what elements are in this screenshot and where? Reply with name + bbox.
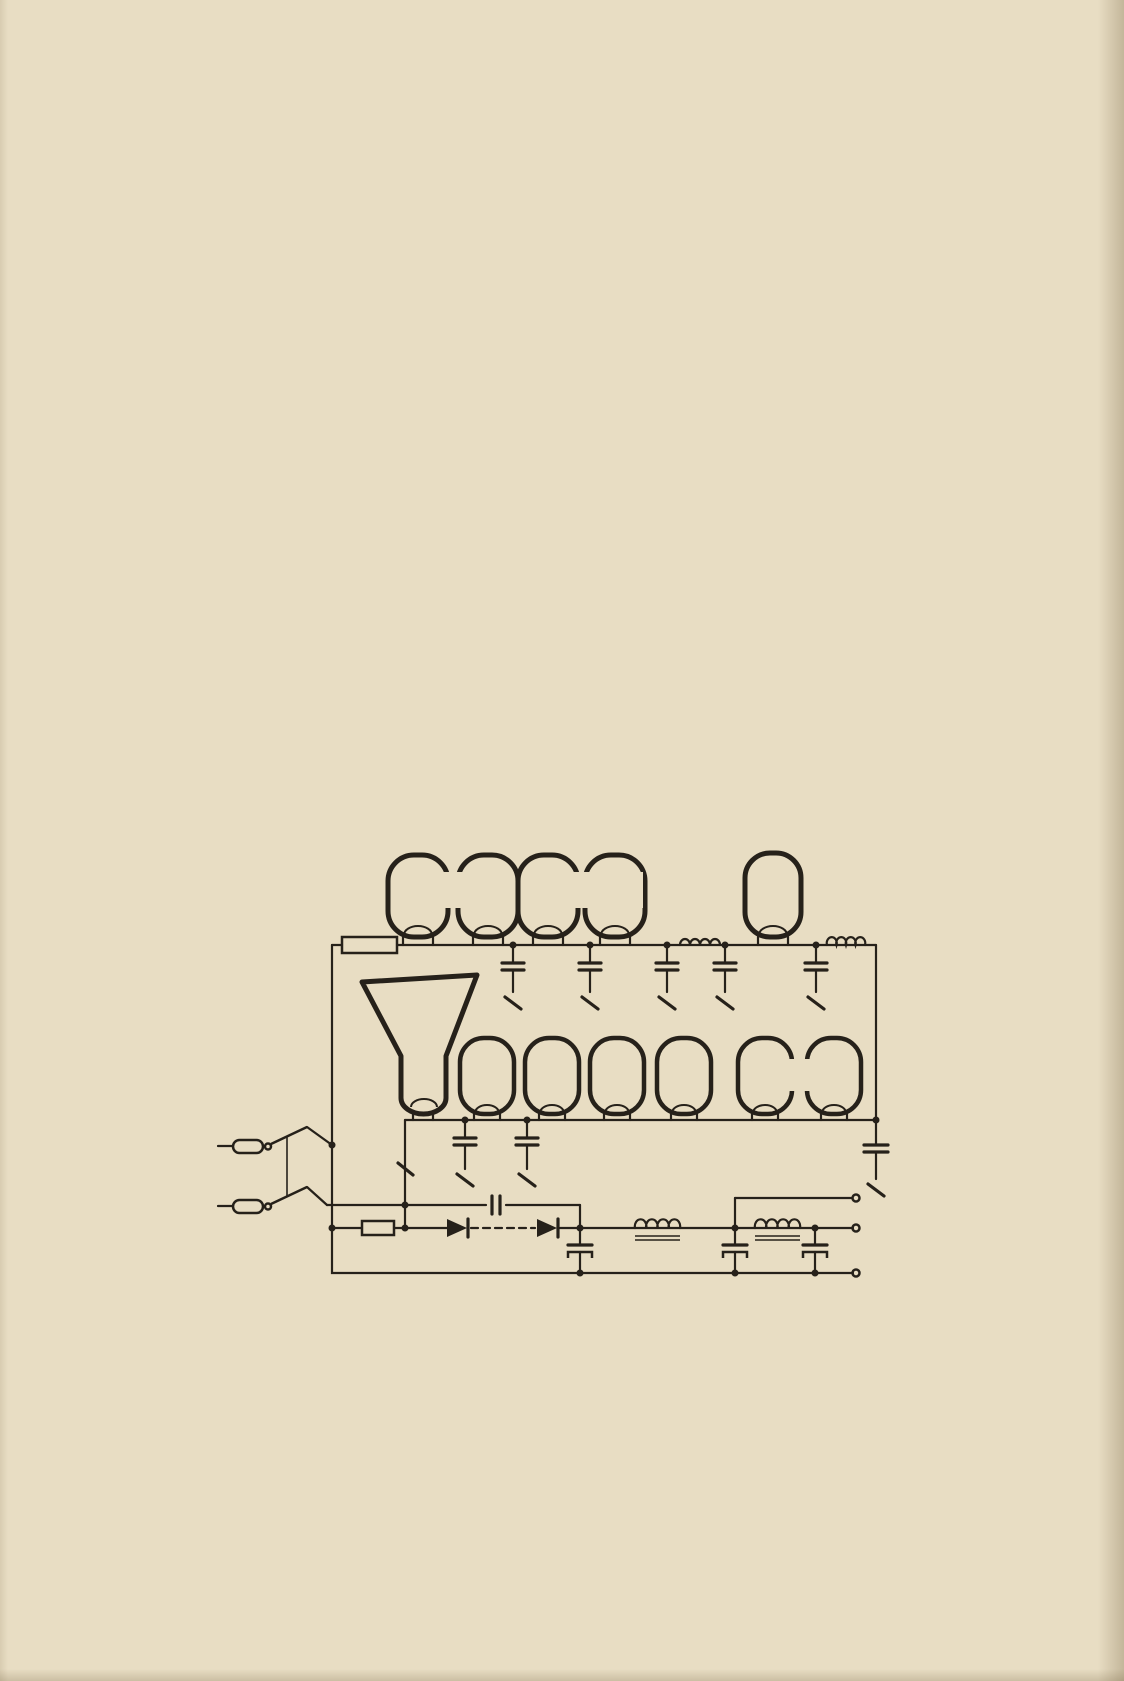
tube-base bbox=[601, 926, 629, 935]
mains-plug bbox=[218, 1140, 271, 1213]
label-background bbox=[745, 1059, 855, 1091]
filter-choke bbox=[635, 1219, 680, 1240]
resistor-10ohm bbox=[362, 1221, 394, 1235]
switch-blade bbox=[271, 1187, 307, 1204]
tube-outline bbox=[460, 1038, 514, 1114]
tube-sound-detector bbox=[525, 1038, 579, 1120]
tube-outline bbox=[657, 1038, 711, 1114]
tube-outline bbox=[745, 853, 801, 937]
electrolytic-capacitor bbox=[723, 1228, 747, 1273]
capacitor-c6-pair bbox=[454, 1120, 538, 1186]
capacitor-c8 bbox=[864, 1120, 888, 1196]
tube-audio-amp bbox=[590, 1038, 644, 1120]
tube-base bbox=[474, 926, 502, 935]
page-edge-right bbox=[1098, 0, 1124, 1681]
page-edge-bottom bbox=[0, 1669, 1124, 1681]
contact-circle bbox=[265, 1144, 271, 1150]
label-background bbox=[523, 872, 643, 908]
label-background bbox=[405, 872, 505, 908]
page-edge-left bbox=[0, 0, 8, 1681]
filter-choke bbox=[755, 1219, 800, 1240]
switch-blade bbox=[271, 1127, 307, 1144]
capacitor-c3 bbox=[656, 945, 678, 1009]
tube-outline bbox=[525, 1038, 579, 1114]
tube-sound-if-group bbox=[738, 1038, 861, 1120]
tube-deflection-group bbox=[388, 855, 518, 945]
diode-icon bbox=[447, 1219, 467, 1237]
electrolytic-capacitor bbox=[568, 1228, 592, 1273]
plug-pin bbox=[233, 1140, 263, 1153]
capacitor-c1 bbox=[502, 945, 524, 1009]
tube-base bbox=[404, 926, 432, 935]
tube-vision-if-group bbox=[518, 855, 645, 945]
plug-pin bbox=[233, 1200, 263, 1213]
tube-rf-amp bbox=[745, 853, 801, 945]
inductor-icon bbox=[827, 937, 866, 945]
diode-icon bbox=[537, 1219, 557, 1237]
terminal-250v bbox=[853, 1195, 860, 1202]
tube-base bbox=[534, 926, 562, 935]
electrolytic-capacitor bbox=[803, 1228, 827, 1273]
capacitor-c2 bbox=[579, 945, 601, 1009]
terminal-0v bbox=[853, 1270, 860, 1277]
capacitor-c5 bbox=[805, 945, 827, 1009]
terminal-220v bbox=[853, 1225, 860, 1232]
tube-base bbox=[411, 1099, 437, 1107]
ntc-resistor bbox=[342, 937, 397, 953]
tube-sync-separator bbox=[657, 1038, 711, 1120]
circuit-diagram bbox=[215, 795, 1105, 1285]
capacitor-c7 bbox=[492, 1196, 500, 1214]
tube-outline bbox=[590, 1038, 644, 1114]
contact-circle bbox=[265, 1204, 271, 1210]
capacitor-c4 bbox=[714, 945, 736, 1009]
power-switch bbox=[271, 1127, 332, 1205]
tube-vision-detector bbox=[460, 1038, 514, 1120]
